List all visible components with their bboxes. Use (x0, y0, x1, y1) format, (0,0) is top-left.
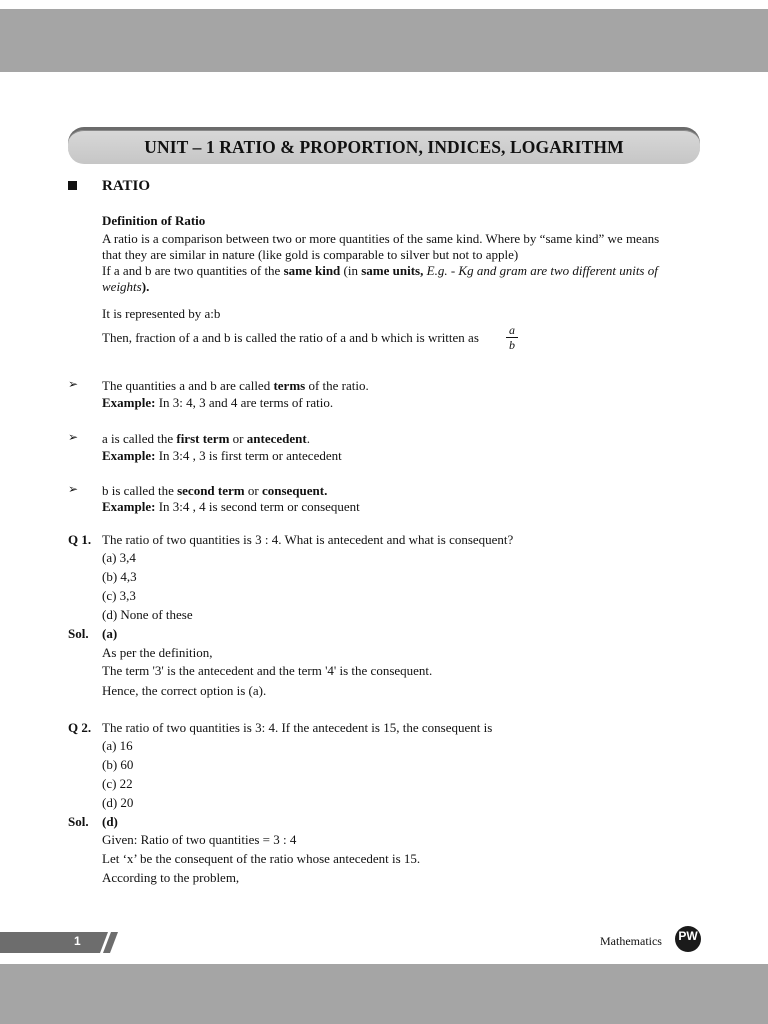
arrow-bullet-icon: ➢ (68, 430, 79, 444)
question-text: The ratio of two quantities is 3 : 4. What is antecedent and what is consequent? (102, 532, 514, 547)
question-label: Q 1. (68, 532, 92, 547)
definition-line: that they are similar in nature (like gold is comparable to silver but not to apple) (102, 247, 519, 262)
question-label: Q 2. (68, 720, 92, 735)
option: (d) None of these (102, 607, 193, 622)
text-run: In 3:4 , 4 is second term or consequent (155, 499, 360, 514)
question-text: The ratio of two quantities is 3: 4. If the antecedent is 15, the consequent is (102, 720, 493, 735)
text-run: terms (273, 378, 306, 393)
bullet-example (102, 497, 360, 516)
option: (a) 3,4 (102, 550, 136, 565)
bullet-example (102, 446, 342, 465)
text-run: The quantities a and b are called (102, 378, 274, 393)
fraction-numerator: a (506, 323, 518, 338)
option: (c) 22 (102, 776, 133, 791)
text-run: or (229, 431, 247, 446)
subject-label: Mathematics (600, 934, 662, 948)
square-bullet-icon (68, 181, 77, 190)
text-run: of the ratio. (305, 378, 369, 393)
text-run: Example: (102, 395, 156, 410)
arrow-bullet-icon: ➢ (68, 377, 79, 391)
text-run: antecedent (246, 431, 307, 446)
text-run: . (306, 431, 310, 446)
pw-logo-icon (675, 926, 701, 952)
text-run: b is called the (102, 483, 178, 498)
solution-line: Hence, the correct option is (a). (102, 683, 267, 698)
solution-line: The term '3' is the antecedent and the term '4' is the consequent. (102, 663, 433, 678)
option: (c) 3,3 (102, 588, 136, 603)
unit-title-banner (68, 127, 700, 164)
text-run: consequent. (261, 483, 328, 498)
option: (a) 16 (102, 738, 133, 753)
text-run: In 3: 4, 3 and 4 are terms of ratio. (155, 395, 334, 410)
definition-line: A ratio is a comparison between two or more quantities of the same kind. Where by “same kind” we means (102, 231, 660, 246)
solution-label: Sol. (68, 814, 89, 829)
text-run: If a and b are two quantities of the (102, 263, 284, 278)
arrow-bullet-icon: ➢ (68, 482, 79, 496)
text-run: ). (141, 279, 150, 294)
page-number: 1 (74, 934, 81, 948)
page-tab-shape (0, 932, 108, 953)
definition-line (102, 261, 658, 280)
solution-line: As per the definition, (102, 645, 213, 660)
solution-answer: (a) (102, 626, 118, 641)
section-title: RATIO (102, 178, 151, 194)
definition-heading: Definition of Ratio (102, 213, 206, 228)
text-run: same kind (283, 263, 341, 278)
option: (d) 20 (102, 795, 134, 810)
top-gray-bar (0, 9, 768, 72)
bottom-gray-bar (0, 964, 768, 1024)
text-run: E.g. - Kg and gram are two different units of (423, 263, 658, 278)
option: (b) 60 (102, 757, 134, 772)
text-run: Example: (102, 499, 156, 514)
solution-line: Given: Ratio of two quantities = 3 : 4 (102, 832, 297, 847)
text-run: same units, (361, 263, 424, 278)
logo-text: PW (678, 929, 698, 943)
option: (b) 4,3 (102, 569, 137, 584)
text-run: In 3:4 , 3 is first term or antecedent (155, 448, 342, 463)
unit-title: UNIT – 1 RATIO & PROPORTION, INDICES, LOGARITHM (144, 137, 624, 157)
solution-line: Let ‘x’ be the consequent of the ratio whose antecedent is 15. (102, 851, 421, 866)
text-run: weights (102, 279, 142, 294)
solution-label: Sol. (68, 626, 89, 641)
text-run: Example: (102, 448, 156, 463)
page-number-tab (0, 930, 120, 955)
fraction-a-over-b (506, 323, 518, 352)
solution-line: According to the problem, (102, 870, 240, 885)
definition-line (102, 277, 149, 296)
solution-answer: (d) (102, 814, 118, 829)
text-run: (in (340, 263, 362, 278)
text-run: or (244, 483, 262, 498)
fraction-text: Then, fraction of a and b is called the ratio of a and b which is written as (102, 330, 479, 345)
text-run: a is called the (102, 431, 177, 446)
text-run: second term (177, 483, 245, 498)
text-run: first term (176, 431, 230, 446)
bullet-example (102, 393, 333, 412)
fraction-denominator: b (509, 338, 515, 352)
represented-text: It is represented by a:b (102, 306, 221, 321)
